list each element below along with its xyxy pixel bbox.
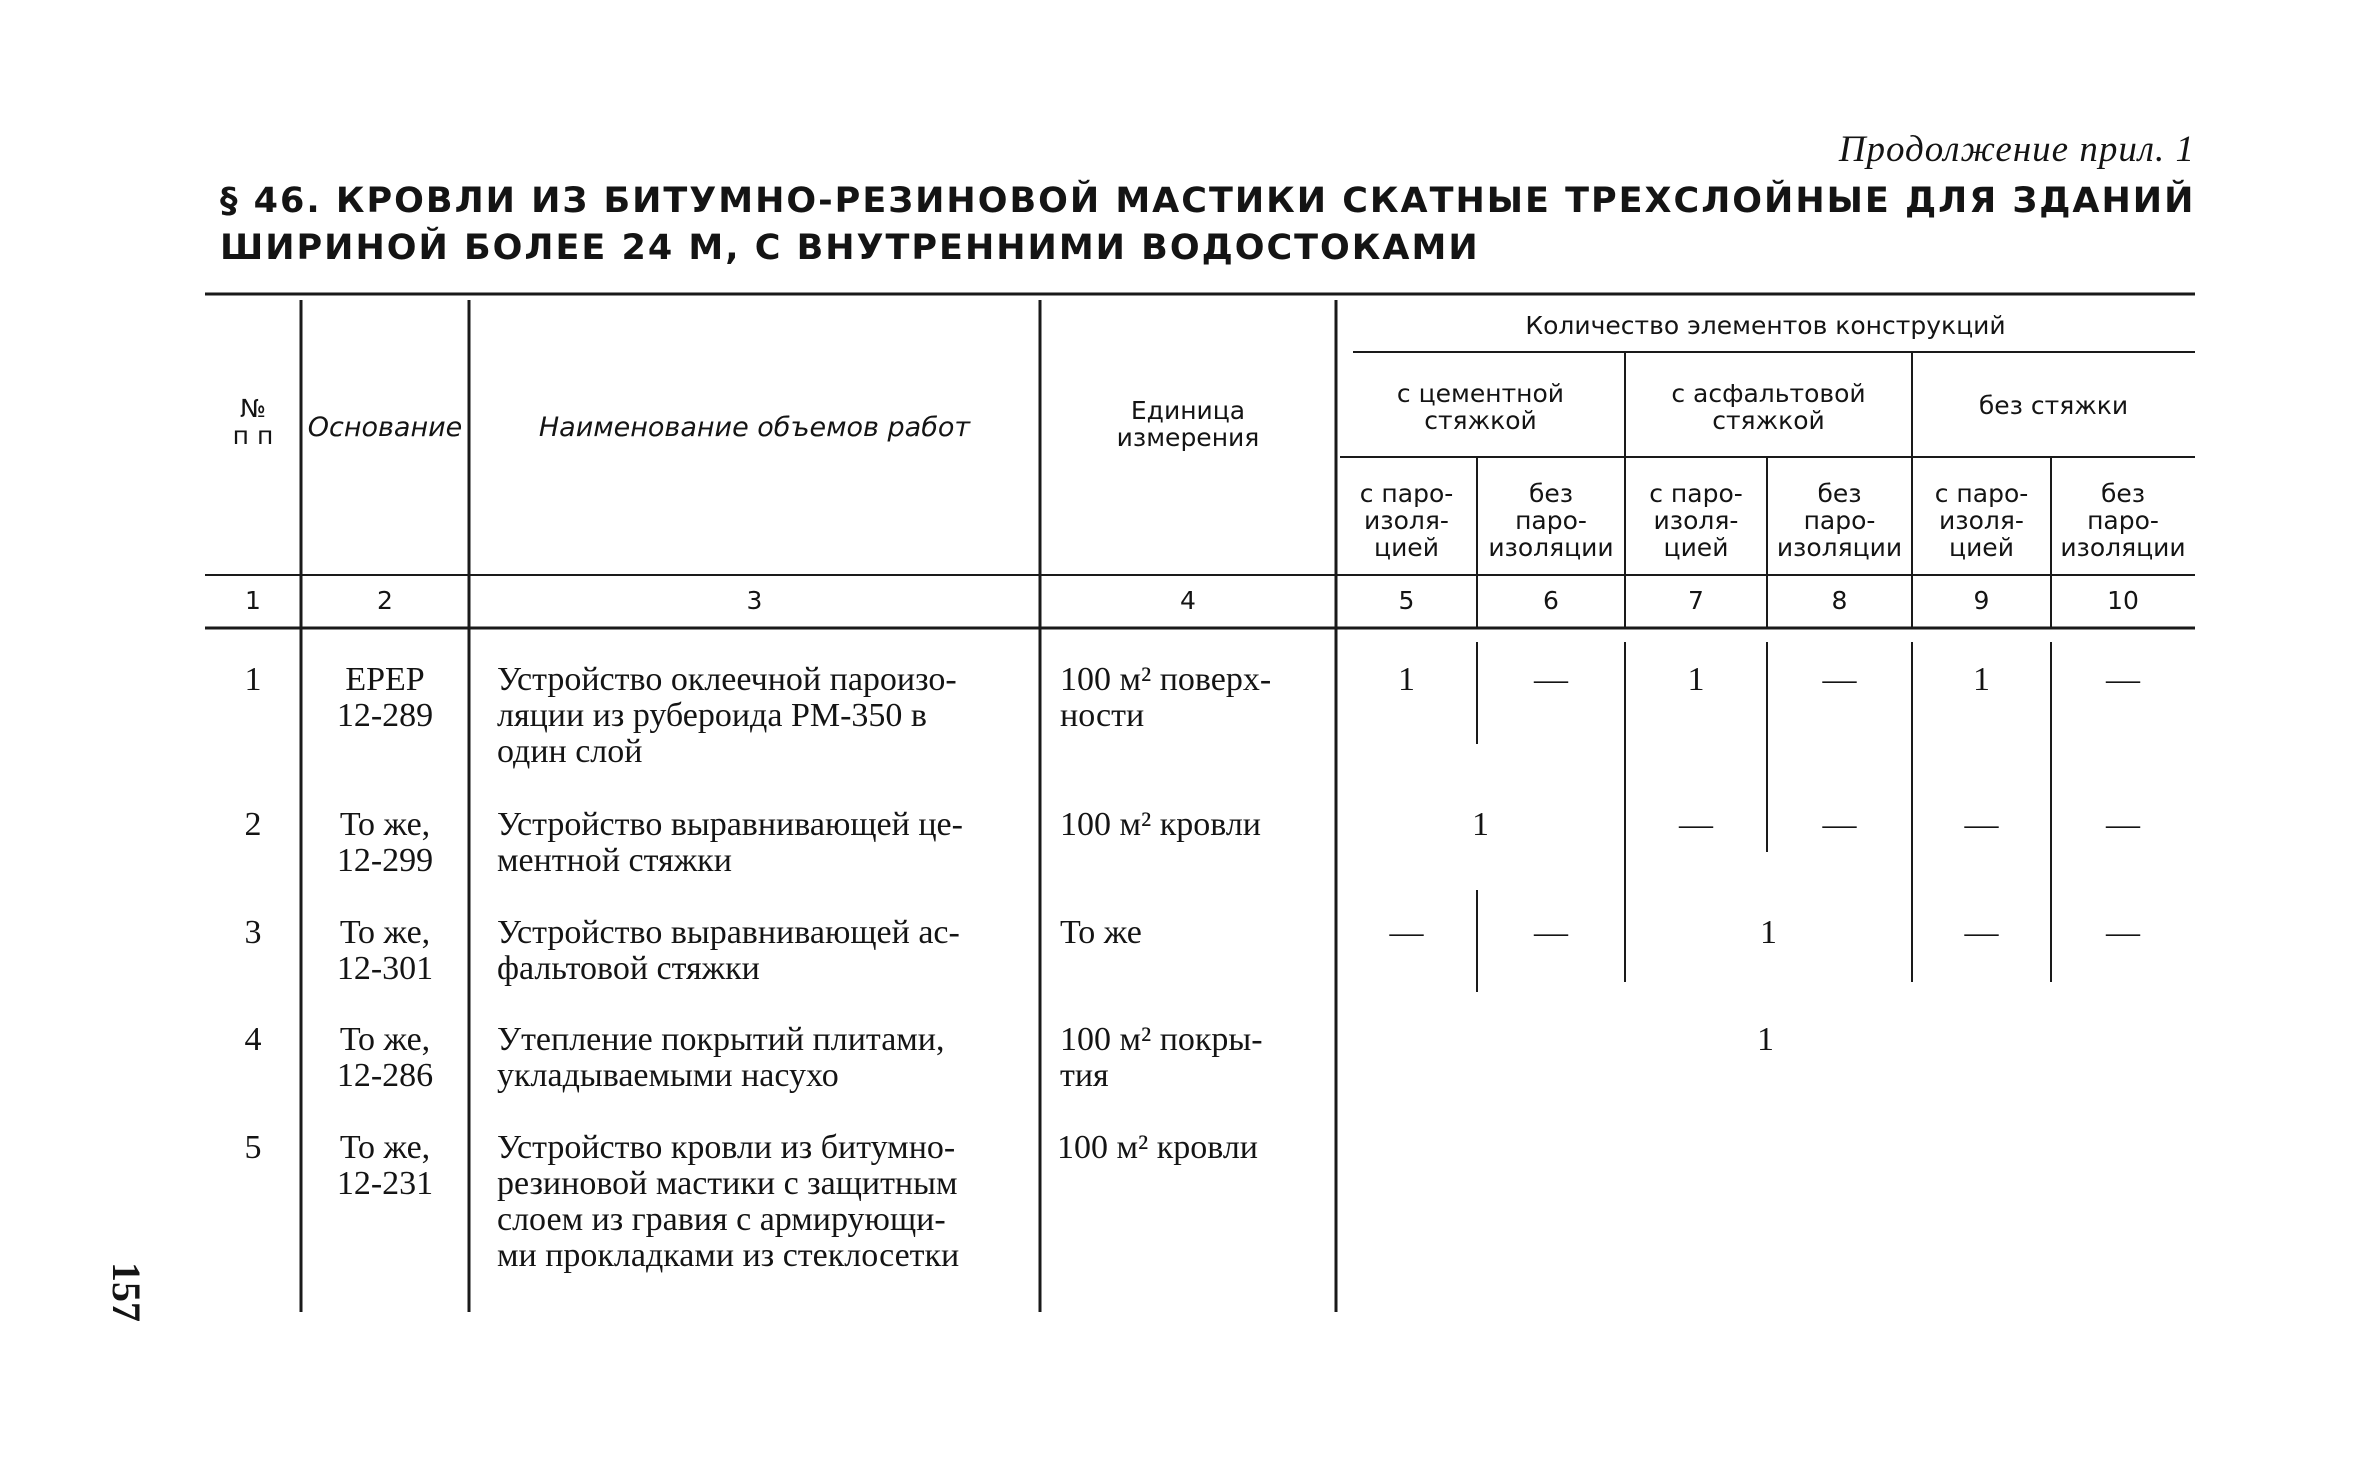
work-line: резиновой мастики с защитным [497,1165,958,1202]
subheader-line: изоляции [1488,532,1614,562]
work-line: Утепление покрытий плитами, [497,1021,945,1058]
row-1-col-7: 1 [1687,661,1705,698]
subheader-line: с паро- [1359,478,1454,508]
work-line: Устройство выравнивающей це- [497,806,963,843]
row-1-col-5: 1 [1398,661,1415,698]
subheader-line: с паро- [1649,478,1743,508]
header-quantity: Количество элементов конструкций [1525,310,2006,340]
header-group-cement [1336,372,1625,442]
unit-line: 100 м² поверх- [1060,661,1272,698]
row-2-basis [301,807,469,879]
column-number: 9 [1973,586,1990,615]
unit-line: 100 м² кровли [1060,806,1261,843]
row-2-col-10: — [2106,806,2140,843]
row-4-col-5-10: 1 [1757,1021,1774,1058]
subheader-line: изоля- [1939,505,2024,535]
row-2-unit [1060,807,1330,843]
header-basis: Основание [307,411,463,443]
header-unit-line-2: измерения [1116,423,1260,452]
basis-line: То же, [339,806,431,843]
column-number: 6 [1543,586,1559,615]
work-line: Устройство выравнивающей ас- [497,914,960,951]
row-4-work [497,1022,1023,1094]
section-title-line-1: § 46. КРОВЛИ ИЗ БИТУМНО-РЕЗИНОВОЙ МАСТИКИ СКАТНЫЕ ТРЕХСЛОЙНЫЕ ДЛЯ ЗДАНИЙ [220,181,2196,221]
header-unit [1040,388,1336,460]
column-number: 2 [377,586,393,615]
work-line: ляции из рубероида РМ-350 в [497,697,927,734]
row-4-unit [1060,1022,1330,1094]
header-group-cement-line-1: с цементной [1396,379,1565,408]
work-line: фальтовой стяжки [497,950,760,987]
subheader-line: цией [1374,532,1439,562]
subheader-col-9 [1912,472,2051,568]
column-number: 8 [1831,586,1848,615]
row-1-basis [301,662,469,734]
row-1-work [497,662,1023,770]
row-1-col-9: 1 [1973,661,1990,698]
row-2-work [497,807,1023,879]
page-number: 157 [104,1262,149,1322]
work-line: укладываемыми насухо [497,1057,839,1094]
column-number: 4 [1180,586,1196,615]
work-line: ми прокладками из стеклосетки [497,1237,960,1274]
row-2-col-5-6: 1 [1472,806,1489,843]
row-4-basis [301,1022,469,1094]
row-3-col-7-8: 1 [1760,914,1777,951]
subheader-line: изоля- [1364,505,1449,535]
section-title [220,178,2196,272]
row-3-unit [1060,915,1330,951]
subheader-line: с паро- [1934,478,2029,508]
row-4-num: 4 [244,1021,262,1058]
subheader-line: цией [1663,532,1729,562]
basis-line: ЕРЕР [345,661,425,698]
column-number: 10 [2107,586,2139,615]
section-title-line-2: ШИРИНОЙ БОЛЕЕ 24 М, С ВНУТРЕННИМИ ВОДОСТОКАМИ [220,228,1480,268]
column-number: 1 [245,586,261,615]
row-5-basis [301,1130,469,1202]
row-5-num: 5 [244,1129,262,1166]
subheader-col-5 [1336,472,1477,568]
work-line: ментной стяжки [497,842,732,879]
row-3-col-5: — [1389,914,1424,951]
header-group-asphalt [1625,372,1912,442]
work-line: один слой [497,733,643,770]
row-2-col-9: — [1964,806,1999,843]
header-num-symbol: № [239,394,266,423]
row-5-unit [1057,1130,1330,1166]
row-3-basis [301,915,469,987]
header-num-abbr: п п [232,421,274,450]
subheader-line: цией [1949,532,2014,562]
subheader-col-7 [1625,472,1767,568]
row-3-col-9: — [1964,914,1999,951]
subheader-line: изоля- [1653,505,1739,535]
unit-line: То же [1060,914,1142,951]
column-number: 3 [746,586,763,615]
row-3-work [497,915,1023,987]
subheader-line: без [2100,478,2146,508]
subheader-line: паро- [1515,505,1587,535]
header-group-none: без стяжки [1978,390,2129,420]
row-3-col-6: — [1534,914,1568,951]
header-group-cement-line-2: стяжкой [1424,406,1537,435]
header-unit-line-1: Единица [1130,396,1246,425]
subheader-col-10 [2051,472,2195,568]
subheader-line: без [1528,478,1574,508]
quantities-table [205,292,2205,1322]
row-3-col-10: — [2106,914,2140,951]
basis-line: То же, [339,1129,431,1166]
subheader-line: изоляции [2060,532,2186,562]
basis-line: 12-231 [336,1165,434,1202]
row-2-col-7: — [1679,806,1713,843]
header-work: Наименование объемов работ [538,411,971,443]
row-2-num: 2 [244,806,262,843]
basis-line: 12-286 [336,1057,434,1094]
unit-line: ности [1060,697,1145,734]
basis-line: 12-301 [336,950,434,987]
work-line: Устройство кровли из битумно- [497,1129,956,1166]
work-line: слоем из гравия с армирующи- [497,1201,946,1238]
unit-line: 100 м² кровли [1057,1129,1258,1166]
basis-line: То же, [339,1021,431,1058]
row-3-num: 3 [244,914,262,951]
column-number: 7 [1688,586,1704,615]
basis-line: 12-299 [336,842,434,879]
row-1-col-10: — [2106,661,2140,698]
subheader-col-8 [1767,472,1912,568]
row-1-col-8: — [1822,661,1857,698]
work-line: Устройство оклеечной пароизо- [497,661,957,698]
subheader-line: без [1817,478,1862,508]
unit-line: 100 м² покры- [1060,1021,1263,1058]
header-group-asphalt-line-1: с асфальтовой [1671,379,1866,408]
row-2-col-8: — [1822,806,1857,843]
subheader-line: паро- [1803,505,1876,535]
header-group-asphalt-line-2: стяжкой [1712,406,1825,435]
continuation-note: Продолжение прил. 1 [1838,129,2195,170]
row-1-col-6: — [1534,661,1568,698]
basis-line: 12-289 [336,697,434,734]
column-number: 5 [1398,586,1415,615]
basis-line: То же, [339,914,431,951]
header-num [205,382,301,462]
subheader-line: паро- [2087,505,2159,535]
row-1-unit [1060,662,1330,734]
subheader-col-6 [1477,472,1625,568]
unit-line: тия [1060,1057,1109,1094]
row-1-num: 1 [244,661,262,698]
row-5-work [497,1130,1023,1274]
subheader-line: изоляции [1776,532,1903,562]
